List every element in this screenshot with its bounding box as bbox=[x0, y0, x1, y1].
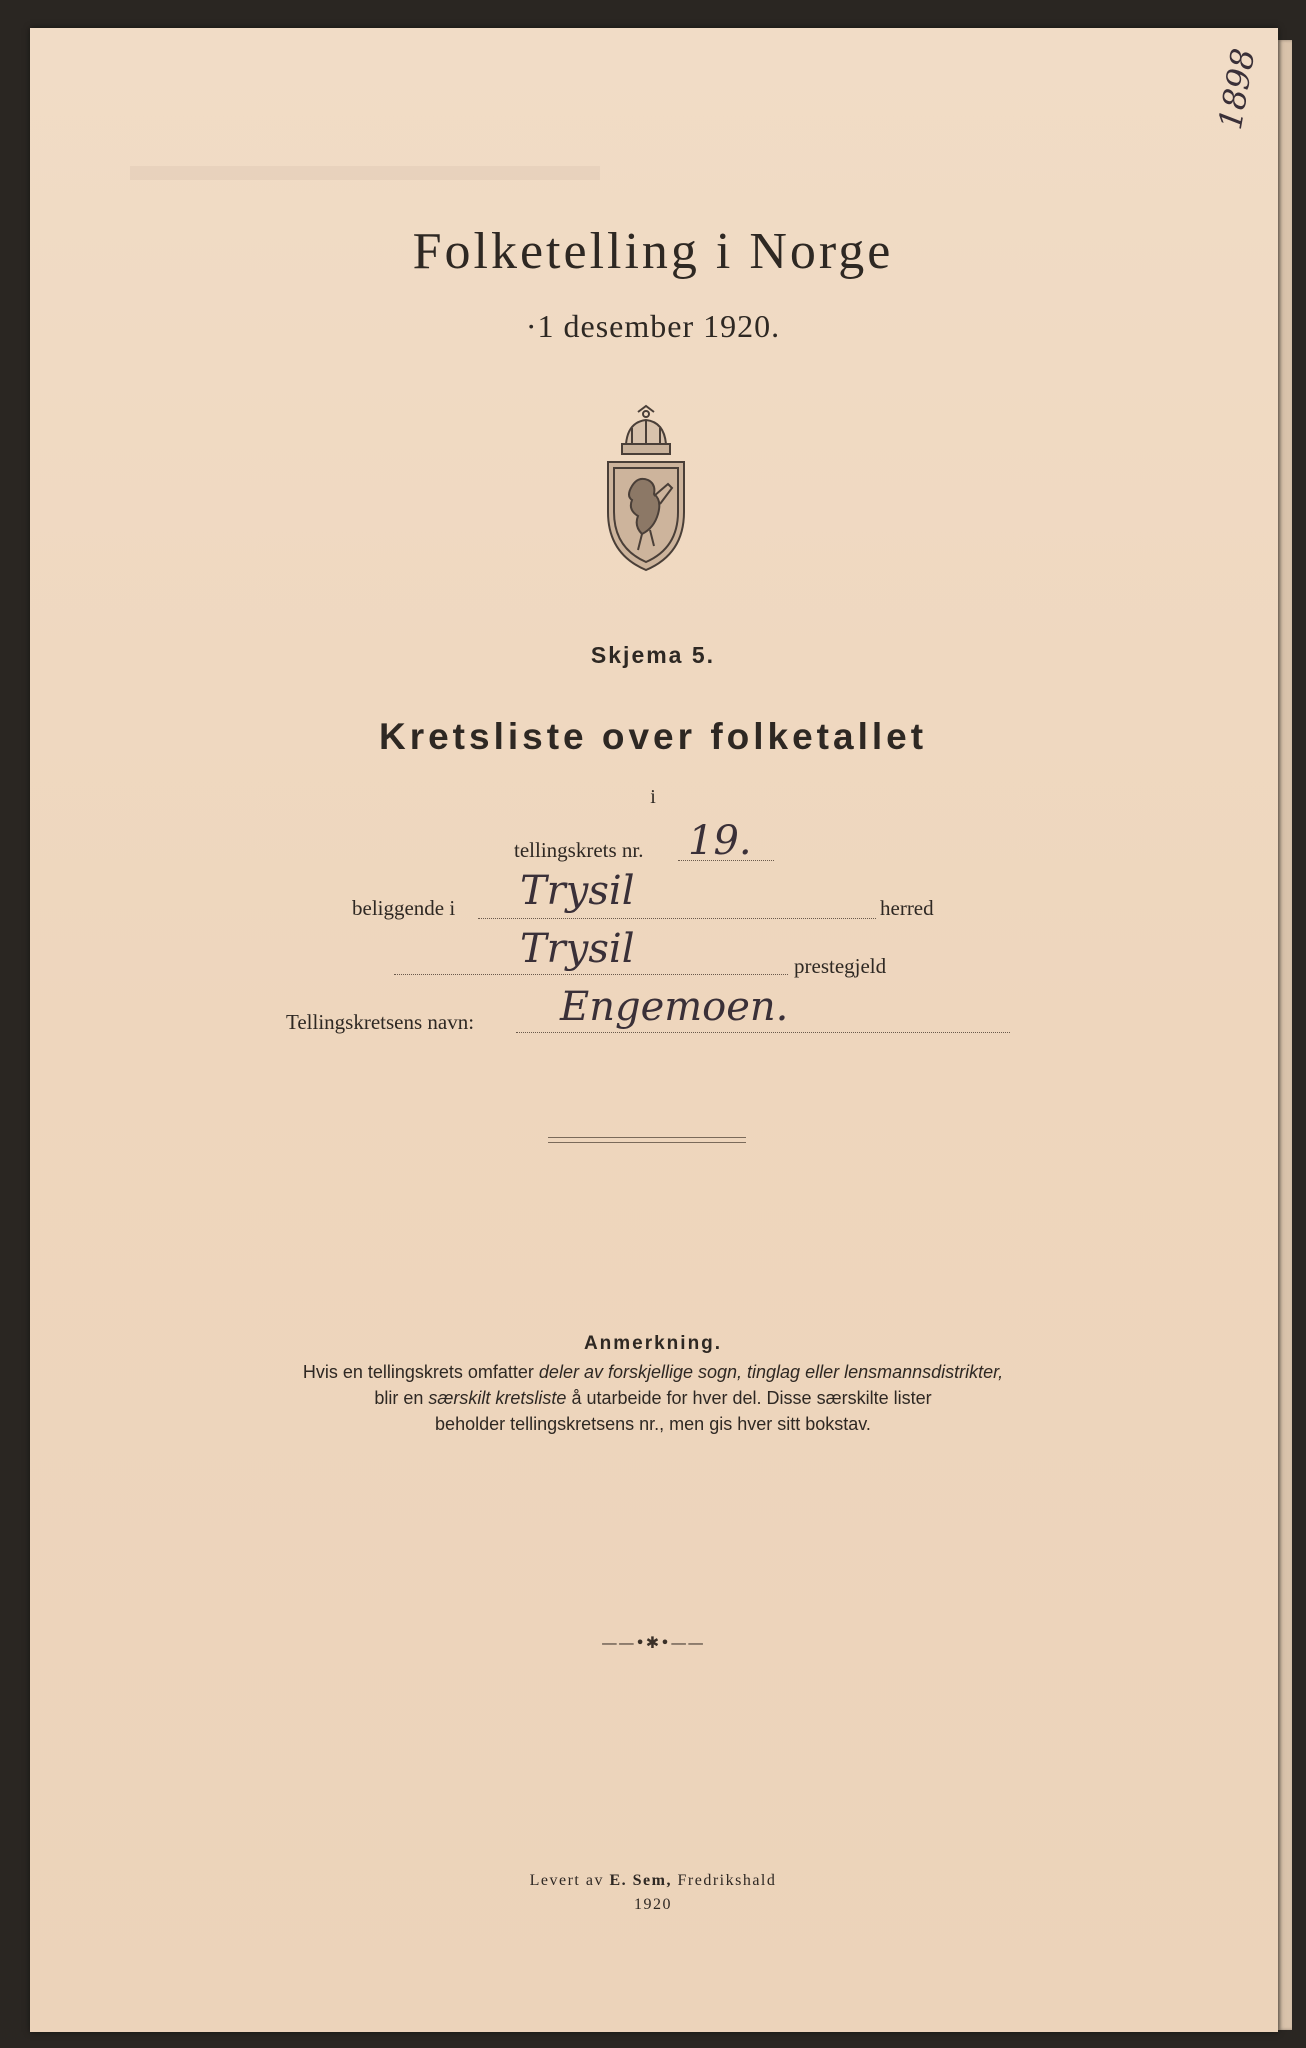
footer-printer bbox=[0, 1872, 1306, 1890]
tellingskrets-label: tellingskrets nr. bbox=[514, 838, 644, 862]
note-line-1-b: deler av forskjellige sogn, tinglag eller lensmannsdistrikter, bbox=[538, 1362, 1004, 1382]
ornament-divider: ——•✱•—— bbox=[601, 1633, 705, 1652]
document-date: ·1 desember 1920. bbox=[525, 308, 781, 344]
tellingskrets-value: 19. bbox=[688, 818, 752, 864]
note-line-2-b: særskilt kretsliste bbox=[428, 1388, 567, 1408]
norwegian-coat-of-arms-icon bbox=[598, 404, 694, 574]
navn-value: Engemoen. bbox=[560, 984, 789, 1030]
schema-label: Skjema 5. bbox=[590, 642, 716, 668]
section-rule bbox=[548, 1137, 746, 1143]
note-line-1 bbox=[0, 1362, 1306, 1383]
herred-label: herred bbox=[880, 896, 934, 920]
footer-printer-a: Levert av bbox=[529, 1872, 610, 1889]
footer-printer-b: E. Sem, bbox=[609, 1872, 672, 1889]
navn-line bbox=[516, 1032, 1010, 1033]
list-heading: Kretsliste over folketallet bbox=[378, 716, 928, 757]
document-title: Folketelling i Norge bbox=[412, 223, 894, 280]
faint-bleed-through bbox=[130, 166, 600, 180]
prestegjeld-line bbox=[394, 974, 788, 975]
beliggende-value: Trysil bbox=[520, 868, 635, 914]
beliggende-line bbox=[478, 918, 876, 919]
note-line-2 bbox=[0, 1388, 1306, 1409]
footer-printer-c: Fredrikshald bbox=[671, 1872, 777, 1889]
prestegjeld-label: prestegjeld bbox=[794, 954, 887, 978]
preposition: i bbox=[650, 786, 656, 808]
note-line-2-c: å utarbeide for hver del. Disse særskilte lister bbox=[566, 1388, 932, 1408]
note-line-3: beholder tellingskretsens nr., men gis hver sitt bokstav. bbox=[435, 1414, 871, 1434]
note-line-1-a: Hvis en tellingskrets omfatter bbox=[302, 1362, 539, 1382]
note-heading: Anmerkning. bbox=[583, 1333, 723, 1354]
footer-year: 1920 bbox=[634, 1896, 672, 1913]
navn-label: Tellingskretsens navn: bbox=[286, 1010, 475, 1034]
note-line-2-a: blir en bbox=[374, 1388, 429, 1408]
prestegjeld-value: Trysil bbox=[520, 926, 635, 972]
margin-pencil-note: 1898 bbox=[1210, 45, 1263, 133]
beliggende-label: beliggende i bbox=[352, 896, 456, 920]
